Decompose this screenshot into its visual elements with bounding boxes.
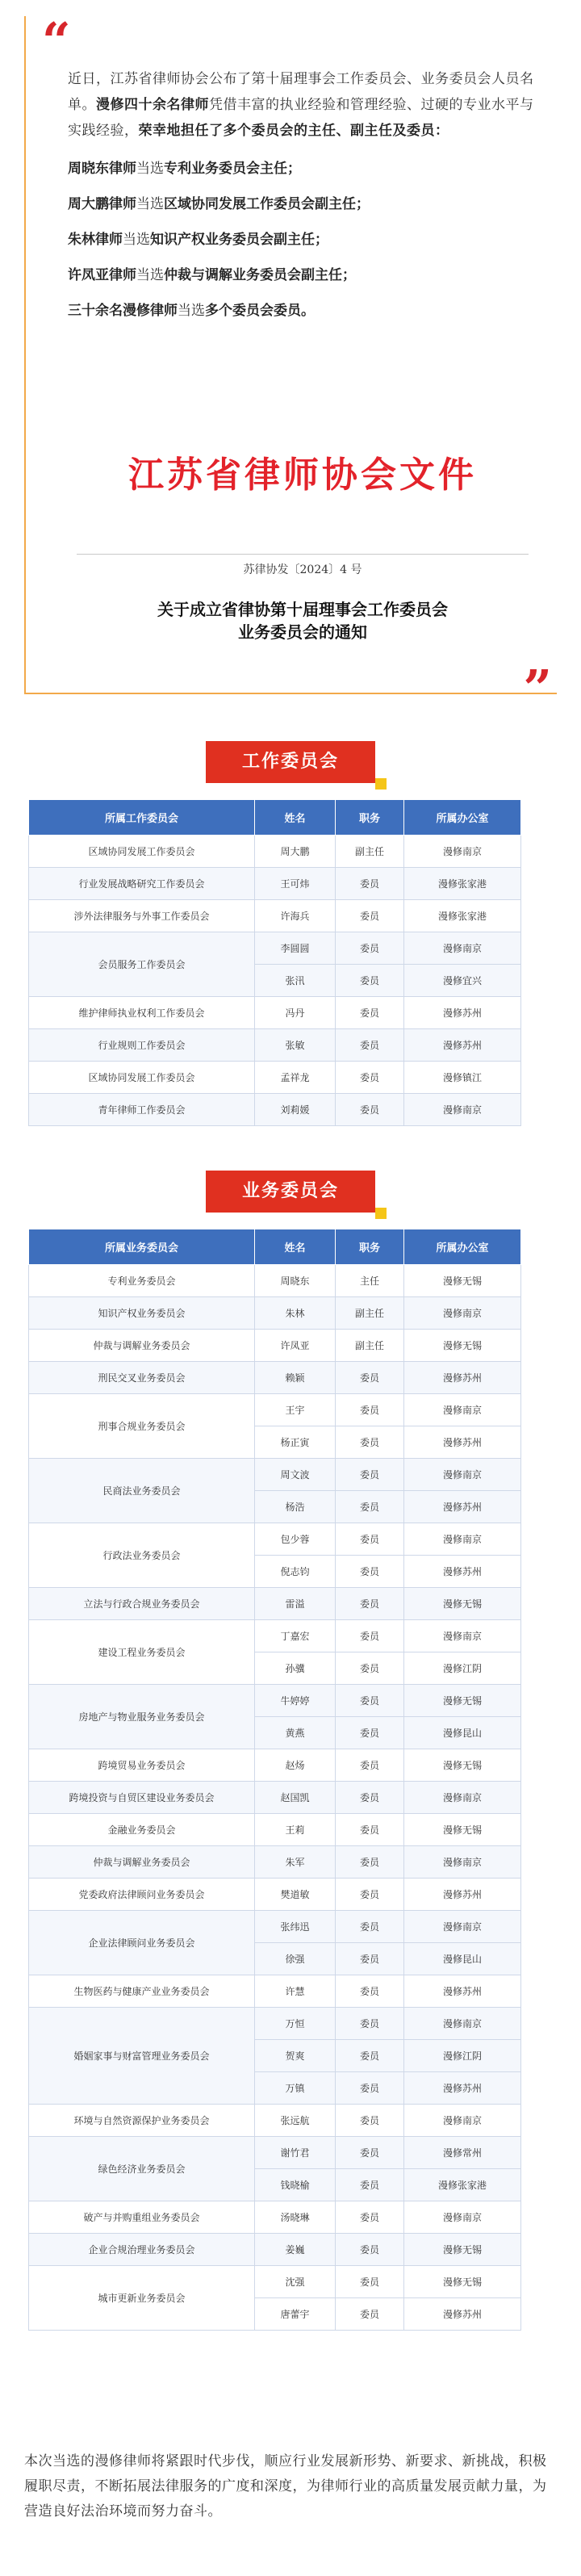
name-cell: 王宇: [255, 1394, 336, 1426]
office-cell: 漫修南京: [404, 836, 521, 868]
position-cell: 委员: [336, 1685, 404, 1717]
committee-cell: 仲裁与调解业务委员会: [29, 1846, 255, 1879]
position-cell: 主任: [336, 1265, 404, 1297]
committee-cell: 城市更新业务委员会: [29, 2266, 255, 2331]
name-cell: 汤晓琳: [255, 2201, 336, 2234]
office-cell: 漫修苏州: [404, 2072, 521, 2105]
name-cell: 孟祥龙: [255, 1062, 336, 1094]
work-committee-badge: [206, 741, 375, 783]
appointment-role: 区域协同发展工作委员会副主任；: [164, 196, 370, 212]
position-cell: 委员: [336, 1029, 404, 1062]
committee-cell: 房地产与物业服务业务委员会: [29, 1685, 255, 1749]
committee-cell: 破产与并购重组业务委员会: [29, 2201, 255, 2234]
position-cell: 委员: [336, 1814, 404, 1846]
intro-highlight-roles: 荣幸地担任了多个委员会的主任、副主任及委员：: [138, 123, 449, 139]
table-row: [29, 1394, 521, 1426]
name-cell: 唐蕾宇: [255, 2298, 336, 2331]
intro-card: [24, 11, 557, 718]
committee-cell: 环境与自然资源保护业务委员会: [29, 2105, 255, 2137]
position-cell: 委员: [336, 2201, 404, 2234]
appointee-name: 周晓东律师: [68, 161, 136, 177]
committee-cell: 婚姻家事与财富管理业务委员会: [29, 2008, 255, 2105]
name-cell: 刘莉媛: [255, 1094, 336, 1126]
table-row: [29, 900, 521, 932]
committee-cell: 跨境贸易业务委员会: [29, 1749, 255, 1782]
committee-cell: 民商法业务委员会: [29, 1459, 255, 1523]
name-cell: 朱林: [255, 1297, 336, 1330]
office-cell: 漫修张家港: [404, 2169, 521, 2201]
table-row: [29, 1782, 521, 1814]
position-cell: 委员: [336, 900, 404, 932]
appointment-role: 专利业务委员会主任；: [164, 161, 301, 177]
table-row: [29, 1814, 521, 1846]
office-cell: 漫修苏州: [404, 1556, 521, 1588]
office-cell: 漫修南京: [404, 1297, 521, 1330]
office-cell: 漫修苏州: [404, 2298, 521, 2331]
name-cell: 冯丹: [255, 997, 336, 1029]
position-cell: 委员: [336, 1556, 404, 1588]
name-cell: 谢竹君: [255, 2137, 336, 2169]
office-cell: 漫修苏州: [404, 1362, 521, 1394]
position-cell: 委员: [336, 2008, 404, 2040]
name-cell: 雷溢: [255, 1588, 336, 1620]
table-row: [29, 2008, 521, 2040]
column-header: 姓名: [255, 1229, 336, 1265]
table-row: [29, 1620, 521, 1652]
appointment-verb: 当选: [136, 267, 164, 283]
work-committee-badge-label: 工作委员会: [241, 752, 339, 772]
office-cell: 漫修南京: [404, 1846, 521, 1879]
office-cell: 漫修苏州: [404, 997, 521, 1029]
committee-cell: 维护律师执业权利工作委员会: [29, 997, 255, 1029]
office-cell: 漫修无锡: [404, 1685, 521, 1717]
table-row: [29, 997, 521, 1029]
office-cell: 漫修苏州: [404, 1879, 521, 1911]
appointment-line: [68, 265, 537, 286]
name-cell: 张汛: [255, 965, 336, 997]
position-cell: 委员: [336, 1943, 404, 1975]
position-cell: 委员: [336, 1975, 404, 2008]
name-cell: 赖颖: [255, 1362, 336, 1394]
position-cell: 委员: [336, 2266, 404, 2298]
position-cell: 委员: [336, 997, 404, 1029]
office-cell: 漫修南京: [404, 1394, 521, 1426]
table-header-row: [29, 800, 521, 836]
committee-cell: 知识产权业务委员会: [29, 1297, 255, 1330]
position-cell: 委员: [336, 1846, 404, 1879]
position-cell: 委员: [336, 1094, 404, 1126]
office-cell: 漫修苏州: [404, 1426, 521, 1459]
committee-cell: 仲裁与调解业务委员会: [29, 1330, 255, 1362]
committee-cell: 立法与行政合规业务委员会: [29, 1588, 255, 1620]
name-cell: 孙骥: [255, 1652, 336, 1685]
office-cell: 漫修南京: [404, 1782, 521, 1814]
office-cell: 漫修苏州: [404, 1491, 521, 1523]
name-cell: 杨浩: [255, 1491, 336, 1523]
table-row: [29, 1330, 521, 1362]
appointment-role: 仲裁与调解业务委员会副主任；: [164, 267, 356, 283]
name-cell: 王莉: [255, 1814, 336, 1846]
closing-paragraph: 本次当选的漫修律师将紧跟时代步伐，顺应行业发展新形势、新要求、新挑战，积极履职尽责，不断拓展法律服务的广度和深度，为律师行业的高质量发展贡献力量，为营造良好法治环境而努力奋斗。: [24, 2453, 547, 2519]
position-cell: 委员: [336, 1620, 404, 1652]
name-cell: 丁嘉宏: [255, 1620, 336, 1652]
intro-sentence-1: 近日，江苏省律师协会公布了第十届理事会工作委员会、业务委员会人员名单。: [68, 71, 534, 113]
column-header: 所属业务委员会: [29, 1229, 255, 1265]
table-row: [29, 1362, 521, 1394]
appointment-verb: 当选: [178, 303, 205, 319]
appointment-verb: 当选: [136, 196, 164, 212]
column-header: 职务: [336, 1229, 404, 1265]
business-committee-badge-label: 业务委员会: [241, 1181, 339, 1201]
committee-cell: 跨境投资与自贸区建设业务委员会: [29, 1782, 255, 1814]
name-cell: 赵炀: [255, 1749, 336, 1782]
position-cell: 委员: [336, 1782, 404, 1814]
document-subject-line-2: 业务委员会的通知: [238, 622, 367, 642]
position-cell: 委员: [336, 1523, 404, 1556]
office-cell: 漫修昆山: [404, 1717, 521, 1749]
table-row: [29, 1459, 521, 1491]
office-cell: 漫修张家港: [404, 900, 521, 932]
office-cell: 漫修南京: [404, 2201, 521, 2234]
name-cell: 沈强: [255, 2266, 336, 2298]
name-cell: 赵国凯: [255, 1782, 336, 1814]
position-cell: 委员: [336, 965, 404, 997]
table-row: [29, 1846, 521, 1879]
document-divider: [77, 554, 529, 555]
table-row: [29, 1265, 521, 1297]
name-cell: 姜巍: [255, 2234, 336, 2266]
position-cell: 委员: [336, 2040, 404, 2072]
name-cell: 许慧: [255, 1975, 336, 2008]
appointee-name: 三十余名漫修律师: [68, 303, 178, 319]
committee-cell: 刑民交叉业务委员会: [29, 1362, 255, 1394]
table-row: [29, 1297, 521, 1330]
table-row: [29, 1029, 521, 1062]
table-row: [29, 1879, 521, 1911]
name-cell: 周晓东: [255, 1265, 336, 1297]
name-cell: 牛婷婷: [255, 1685, 336, 1717]
office-cell: 漫修南京: [404, 932, 521, 965]
name-cell: 李圆圆: [255, 932, 336, 965]
committee-cell: 行政法业务委员会: [29, 1523, 255, 1588]
appointment-role: 多个委员会委员。: [205, 303, 315, 319]
office-cell: 漫修镇江: [404, 1062, 521, 1094]
office-cell: 漫修南京: [404, 1523, 521, 1556]
intro-highlight-count: 漫修四十余名律师: [96, 97, 209, 113]
committee-cell: 建设工程业务委员会: [29, 1620, 255, 1685]
appointee-name: 朱林律师: [68, 232, 123, 248]
committee-cell: 行业发展战略研究工作委员会: [29, 868, 255, 900]
official-document-header: [68, 436, 537, 654]
office-cell: 漫修南京: [404, 2008, 521, 2040]
name-cell: 许海兵: [255, 900, 336, 932]
position-cell: 副主任: [336, 1330, 404, 1362]
appointment-line: [68, 229, 537, 250]
name-cell: 许凤亚: [255, 1330, 336, 1362]
office-cell: 漫修常州: [404, 2137, 521, 2169]
committee-cell: 绿色经济业务委员会: [29, 2137, 255, 2201]
name-cell: 王可炜: [255, 868, 336, 900]
table-row: [29, 932, 521, 965]
name-cell: 周大鹏: [255, 836, 336, 868]
position-cell: 委员: [336, 1717, 404, 1749]
appointee-name: 周大鹏律师: [68, 196, 136, 212]
name-cell: 朱军: [255, 1846, 336, 1879]
table-row: [29, 868, 521, 900]
position-cell: 副主任: [336, 1297, 404, 1330]
position-cell: 委员: [336, 1062, 404, 1094]
table-row: [29, 836, 521, 868]
position-cell: 委员: [336, 2298, 404, 2331]
committee-cell: 生物医药与健康产业业务委员会: [29, 1975, 255, 2008]
table-row: [29, 2234, 521, 2266]
name-cell: 万镇: [255, 2072, 336, 2105]
column-header: 所属办公室: [404, 800, 521, 836]
office-cell: 漫修无锡: [404, 1330, 521, 1362]
table-row: [29, 1523, 521, 1556]
column-header: 所属工作委员会: [29, 800, 255, 836]
name-cell: 徐强: [255, 1943, 336, 1975]
name-cell: 倪志钧: [255, 1556, 336, 1588]
position-cell: 委员: [336, 1459, 404, 1491]
appointment-verb: 当选: [136, 161, 164, 177]
name-cell: 万恒: [255, 2008, 336, 2040]
office-cell: 漫修无锡: [404, 1588, 521, 1620]
name-cell: 包少蓉: [255, 1523, 336, 1556]
work-committee-table: [28, 799, 521, 1126]
table-row: [29, 1685, 521, 1717]
close-quote-icon: ”: [523, 659, 552, 718]
intro-paragraph: [68, 66, 537, 144]
table-row: [29, 1062, 521, 1094]
office-cell: 漫修张家港: [404, 868, 521, 900]
name-cell: 周文波: [255, 1459, 336, 1491]
office-cell: 漫修苏州: [404, 1975, 521, 2008]
table-body: [29, 1265, 521, 2331]
office-cell: 漫修江阴: [404, 2040, 521, 2072]
name-cell: 张纬迅: [255, 1911, 336, 1943]
column-header: 所属办公室: [404, 1229, 521, 1265]
office-cell: 漫修无锡: [404, 2234, 521, 2266]
column-header: 职务: [336, 800, 404, 836]
appointment-line: [68, 158, 537, 179]
position-cell: 委员: [336, 1362, 404, 1394]
committee-cell: 专利业务委员会: [29, 1265, 255, 1297]
badge-accent-square: [375, 1208, 387, 1219]
table-row: [29, 1975, 521, 2008]
document-subject-line-1: 关于成立省律协第十届理事会工作委员会: [157, 600, 448, 619]
office-cell: 漫修南京: [404, 1459, 521, 1491]
position-cell: 委员: [336, 2072, 404, 2105]
appointee-name: 许凤亚律师: [68, 267, 136, 283]
position-cell: 委员: [336, 2137, 404, 2169]
business-committee-badge: [206, 1171, 375, 1213]
name-cell: 钱晓榆: [255, 2169, 336, 2201]
committee-cell: 行业规则工作委员会: [29, 1029, 255, 1062]
committee-cell: 刑事合规业务委员会: [29, 1394, 255, 1459]
table-row: [29, 2137, 521, 2169]
office-cell: 漫修南京: [404, 1094, 521, 1126]
badge-accent-square: [375, 778, 387, 790]
appointment-line: [68, 300, 537, 321]
position-cell: 委员: [336, 2169, 404, 2201]
committee-cell: 党委政府法律顾问业务委员会: [29, 1879, 255, 1911]
appointment-list: [68, 158, 537, 321]
office-cell: 漫修南京: [404, 1620, 521, 1652]
office-cell: 漫修南京: [404, 2105, 521, 2137]
table-row: [29, 2105, 521, 2137]
table-row: [29, 1911, 521, 1943]
committee-cell: 区域协同发展工作委员会: [29, 1062, 255, 1094]
table-header-row: [29, 1229, 521, 1265]
document-number: 苏律协发〔2024〕4 号: [243, 563, 362, 576]
table-row: [29, 1749, 521, 1782]
position-cell: 委员: [336, 1652, 404, 1685]
office-cell: 漫修无锡: [404, 1265, 521, 1297]
name-cell: 贺爽: [255, 2040, 336, 2072]
office-cell: 漫修南京: [404, 1911, 521, 1943]
committee-cell: 企业合规治理业务委员会: [29, 2234, 255, 2266]
position-cell: 委员: [336, 1749, 404, 1782]
position-cell: 委员: [336, 1394, 404, 1426]
table-body: [29, 836, 521, 1126]
office-cell: 漫修江阴: [404, 1652, 521, 1685]
position-cell: 委员: [336, 1426, 404, 1459]
table-row: [29, 2266, 521, 2298]
office-cell: 漫修无锡: [404, 1749, 521, 1782]
position-cell: 委员: [336, 2234, 404, 2266]
position-cell: 委员: [336, 1588, 404, 1620]
position-cell: 委员: [336, 1879, 404, 1911]
office-cell: 漫修苏州: [404, 1029, 521, 1062]
office-cell: 漫修无锡: [404, 2266, 521, 2298]
committee-cell: 金融业务委员会: [29, 1814, 255, 1846]
position-cell: 委员: [336, 868, 404, 900]
position-cell: 副主任: [336, 836, 404, 868]
committee-cell: 区域协同发展工作委员会: [29, 836, 255, 868]
name-cell: 张敏: [255, 1029, 336, 1062]
position-cell: 委员: [336, 2105, 404, 2137]
appointment-role: 知识产权业务委员会副主任；: [150, 232, 328, 248]
document-subject: [68, 598, 537, 643]
table-row: [29, 1094, 521, 1126]
committee-cell: 企业法律顾问业务委员会: [29, 1911, 255, 1975]
position-cell: 委员: [336, 932, 404, 965]
committee-cell: 青年律师工作委员会: [29, 1094, 255, 1126]
name-cell: 樊道敏: [255, 1879, 336, 1911]
name-cell: 张远航: [255, 2105, 336, 2137]
position-cell: 委员: [336, 1911, 404, 1943]
office-cell: 漫修昆山: [404, 1943, 521, 1975]
office-cell: 漫修无锡: [404, 1814, 521, 1846]
appointment-verb: 当选: [123, 232, 150, 248]
table-row: [29, 1588, 521, 1620]
business-committee-table: [28, 1229, 521, 2331]
name-cell: 黄燕: [255, 1717, 336, 1749]
position-cell: 委员: [336, 1491, 404, 1523]
table-row: [29, 2201, 521, 2234]
open-quote-icon: “: [42, 11, 71, 70]
committee-cell: 会员服务工作委员会: [29, 932, 255, 997]
document-issuer: 江苏省律师协会文件: [128, 454, 477, 496]
name-cell: 杨正寅: [255, 1426, 336, 1459]
intro-sentence-2: 凭借丰富的执业经验和管理经验、过硬的专业水平与实践经验，: [68, 97, 534, 139]
intro-text: [68, 66, 537, 321]
column-header: 姓名: [255, 800, 336, 836]
appointment-line: [68, 194, 537, 215]
office-cell: 漫修宜兴: [404, 965, 521, 997]
committee-cell: 涉外法律服务与外事工作委员会: [29, 900, 255, 932]
